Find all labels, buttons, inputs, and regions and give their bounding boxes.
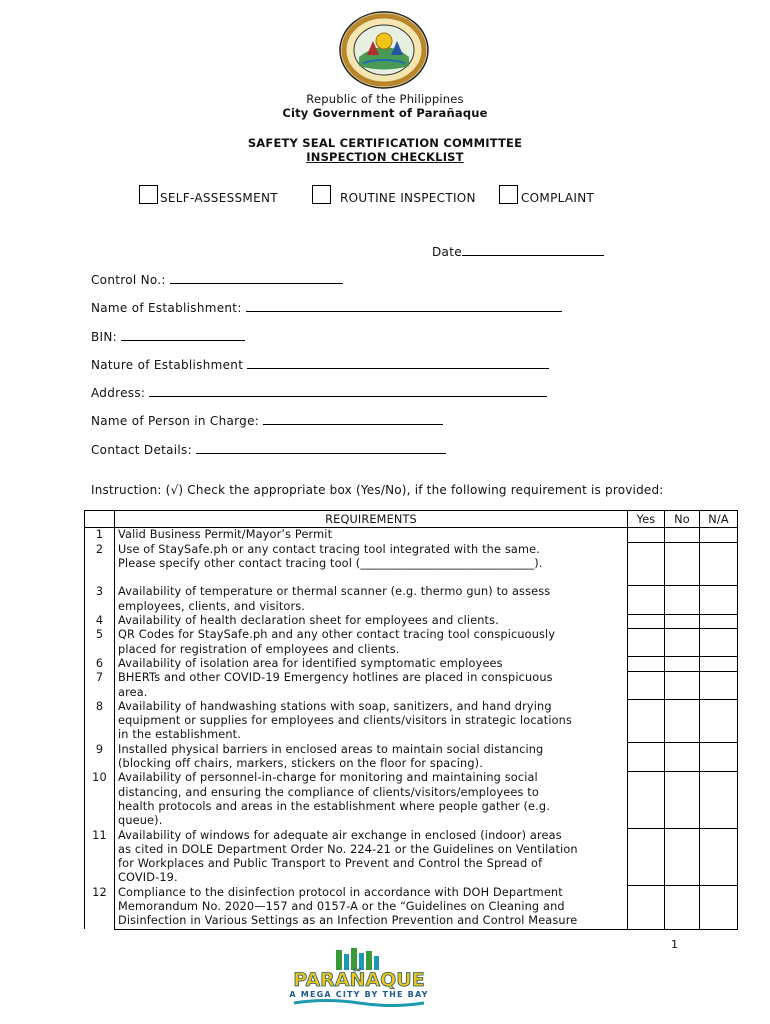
requirement-text: Memorandum No. 2020—157 and 0157-A or the “Guidelines on Cleaning and bbox=[115, 900, 628, 914]
row-number: 2 bbox=[85, 543, 115, 586]
no-check-cell[interactable] bbox=[665, 671, 700, 700]
na-check-cell[interactable] bbox=[700, 528, 738, 543]
requirements-table bbox=[84, 510, 738, 930]
requirement-text: Availability of temperature or thermal scanner (e.g. thermo gun) to assess bbox=[115, 585, 628, 599]
row-number: 8 bbox=[85, 700, 115, 743]
control-no-input-line[interactable] bbox=[170, 272, 343, 284]
requirement-text: in the establishment. bbox=[115, 728, 628, 742]
requirement-text: equipment or supplies for employees and clients/visitors in strategic locations bbox=[115, 714, 628, 728]
nature-input-line[interactable] bbox=[247, 357, 549, 369]
requirement-text: area. bbox=[115, 686, 628, 700]
no-check-cell[interactable] bbox=[665, 614, 700, 628]
no-check-cell[interactable] bbox=[665, 886, 700, 929]
yes-check-cell[interactable] bbox=[628, 743, 665, 772]
date-label: Date bbox=[432, 245, 462, 259]
row-number: 9 bbox=[85, 743, 115, 772]
skyline-icon bbox=[286, 948, 432, 1008]
yes-check-cell[interactable] bbox=[628, 628, 665, 657]
establishment-name-input-line[interactable] bbox=[246, 300, 562, 312]
table-row bbox=[85, 628, 738, 642]
requirement-text: Disinfection in Various Settings as an Infection Prevention and Control Measure bbox=[115, 914, 628, 929]
committee-title: SAFETY SEAL CERTIFICATION COMMITTEE bbox=[247, 136, 523, 150]
number-header bbox=[85, 511, 115, 528]
routine-inspection-label: ROUTINE INSPECTION bbox=[340, 191, 476, 205]
requirement-text: Availability of windows for adequate air exchange in enclosed (indoor) areas bbox=[115, 829, 628, 843]
self-assessment-label: SELF-ASSESSMENT bbox=[160, 191, 278, 205]
requirement-text: Availability of isolation area for identified symptomatic employees bbox=[115, 657, 628, 671]
requirement-text: distancing, and ensuring the compliance of clients/visitors/employees to bbox=[115, 786, 628, 800]
self-assessment-checkbox[interactable] bbox=[139, 185, 158, 204]
logo-wordmark: PARAÑAQUE bbox=[293, 969, 425, 991]
complaint-label: COMPLAINT bbox=[521, 191, 595, 205]
table-row bbox=[85, 543, 738, 557]
table-row bbox=[85, 771, 738, 785]
requirement-text: placed for registration of employees and clients. bbox=[115, 643, 628, 657]
requirement-text: Please specify other contact tracing tool (______________________________). bbox=[115, 557, 628, 571]
table-row bbox=[85, 528, 738, 543]
yes-check-cell[interactable] bbox=[628, 700, 665, 743]
row-number: 12 bbox=[85, 886, 115, 929]
na-check-cell[interactable] bbox=[700, 671, 738, 700]
address-label: Address: bbox=[91, 386, 146, 400]
person-in-charge-field bbox=[91, 413, 443, 428]
na-check-cell[interactable] bbox=[700, 700, 738, 743]
requirement-text: Compliance to the disinfection protocol in accordance with DOH Department bbox=[115, 886, 628, 900]
date-field bbox=[432, 244, 604, 259]
no-check-cell[interactable] bbox=[665, 543, 700, 586]
date-input-line[interactable] bbox=[462, 244, 604, 256]
requirement-text bbox=[115, 571, 628, 585]
establishment-name-label: Name of Establishment: bbox=[91, 301, 242, 315]
city-seal-logo bbox=[339, 11, 429, 89]
table-row bbox=[85, 886, 738, 900]
requirement-text: Availability of personnel-in-charge for monitoring and maintaining social bbox=[115, 771, 628, 785]
no-check-cell[interactable] bbox=[665, 657, 700, 671]
requirement-text: health protocols and areas in the establishment where people gather (e.g. bbox=[115, 800, 628, 814]
republic-line: Republic of the Philippines bbox=[306, 92, 464, 106]
requirement-text: BHERTs and other COVID-19 Emergency hotlines are placed in conspicuous bbox=[115, 671, 628, 685]
yes-check-cell[interactable] bbox=[628, 771, 665, 828]
contact-details-field bbox=[91, 442, 446, 457]
yes-check-cell[interactable] bbox=[628, 829, 665, 886]
requirement-text: Valid Business Permit/Mayor’s Permit bbox=[115, 528, 628, 543]
requirement-text: QR Codes for StaySafe.ph and any other contact tracing tool conspicuously bbox=[115, 628, 628, 642]
nature-field bbox=[91, 357, 549, 372]
row-number: 6 bbox=[85, 657, 115, 671]
table-row bbox=[85, 743, 738, 757]
table-row bbox=[85, 671, 738, 685]
requirement-text: queue). bbox=[115, 814, 628, 828]
page-number: 1 bbox=[671, 938, 678, 951]
requirement-text: Availability of health declaration sheet for employees and clients. bbox=[115, 614, 628, 628]
address-field bbox=[91, 385, 547, 400]
routine-inspection-checkbox[interactable] bbox=[312, 185, 331, 204]
row-number: 5 bbox=[85, 628, 115, 657]
table-header-row bbox=[85, 511, 738, 528]
yes-check-cell[interactable] bbox=[628, 671, 665, 700]
nature-label: Nature of Establishment bbox=[91, 358, 244, 372]
complaint-checkbox[interactable] bbox=[499, 185, 518, 204]
na-check-cell[interactable] bbox=[700, 614, 738, 628]
no-check-cell[interactable] bbox=[665, 585, 700, 614]
no-check-cell[interactable] bbox=[665, 528, 700, 543]
instruction-text: Instruction: (√) Check the appropriate box (Yes/No), if the following requirement is provided: bbox=[91, 483, 664, 497]
table-row bbox=[85, 700, 738, 714]
table-row bbox=[85, 614, 738, 628]
table-row bbox=[85, 657, 738, 671]
no-check-cell[interactable] bbox=[665, 700, 700, 743]
na-check-cell[interactable] bbox=[700, 771, 738, 828]
na-check-cell[interactable] bbox=[700, 585, 738, 614]
person-in-charge-input-line[interactable] bbox=[263, 413, 443, 425]
yes-check-cell[interactable] bbox=[628, 543, 665, 586]
no-check-cell[interactable] bbox=[665, 743, 700, 772]
requirement-text: as cited in DOLE Department Order No. 224-21 or the Guidelines on Ventilation bbox=[115, 843, 628, 857]
yes-check-cell[interactable] bbox=[628, 528, 665, 543]
yes-check-cell[interactable] bbox=[628, 886, 665, 929]
requirement-text: COVID-19. bbox=[115, 871, 628, 885]
requirement-text: Use of StaySafe.ph or any contact tracing tool integrated with the same. bbox=[115, 543, 628, 557]
requirements-body bbox=[85, 528, 738, 929]
bin-label: BIN: bbox=[91, 330, 117, 344]
paranaque-footer-logo bbox=[286, 948, 432, 1008]
yes-check-cell[interactable] bbox=[628, 585, 665, 614]
no-header: No bbox=[665, 511, 700, 528]
table-row bbox=[85, 585, 738, 599]
establishment-name-field bbox=[91, 300, 562, 315]
contact-details-input-line[interactable] bbox=[196, 442, 446, 454]
requirement-text: Installed physical barriers in enclosed areas to maintain social distancing bbox=[115, 743, 628, 757]
yes-check-cell[interactable] bbox=[628, 657, 665, 671]
row-number: 11 bbox=[85, 829, 115, 886]
requirement-text: (blocking off chairs, markers, stickers on the floor for spacing). bbox=[115, 757, 628, 771]
na-check-cell[interactable] bbox=[700, 657, 738, 671]
bin-input-line[interactable] bbox=[121, 329, 245, 341]
yes-header: Yes bbox=[628, 511, 665, 528]
na-check-cell[interactable] bbox=[700, 543, 738, 586]
control-no-label: Control No.: bbox=[91, 273, 166, 287]
table-row bbox=[85, 829, 738, 843]
person-in-charge-label: Name of Person in Charge: bbox=[91, 414, 260, 428]
row-number: 3 bbox=[85, 585, 115, 614]
na-check-cell[interactable] bbox=[700, 743, 738, 772]
no-check-cell[interactable] bbox=[665, 628, 700, 657]
row-number: 7 bbox=[85, 671, 115, 700]
checklist-title: INSPECTION CHECKLIST bbox=[306, 150, 464, 164]
address-input-line[interactable] bbox=[149, 385, 547, 397]
requirements-header: REQUIREMENTS bbox=[115, 511, 628, 528]
requirement-text: Availability of handwashing stations with soap, sanitizers, and hand drying bbox=[115, 700, 628, 714]
logo-tagline: A MEGA CITY BY THE BAY bbox=[289, 990, 429, 999]
row-number: 4 bbox=[85, 614, 115, 628]
control-no-field bbox=[91, 272, 343, 287]
bin-field bbox=[91, 329, 245, 344]
contact-details-label: Contact Details: bbox=[91, 443, 192, 457]
no-check-cell[interactable] bbox=[665, 829, 700, 886]
na-check-cell[interactable] bbox=[700, 628, 738, 657]
na-check-cell[interactable] bbox=[700, 829, 738, 886]
requirement-text: employees, clients, and visitors. bbox=[115, 600, 628, 614]
na-header: N/A bbox=[700, 511, 738, 528]
no-check-cell[interactable] bbox=[665, 771, 700, 828]
city-government-line: City Government of Parañaque bbox=[282, 106, 488, 120]
row-number: 10 bbox=[85, 771, 115, 828]
row-number: 1 bbox=[85, 528, 115, 543]
yes-check-cell[interactable] bbox=[628, 614, 665, 628]
na-check-cell[interactable] bbox=[700, 886, 738, 929]
requirement-text: for Workplaces and Public Transport to Prevent and Control the Spread of bbox=[115, 857, 628, 871]
